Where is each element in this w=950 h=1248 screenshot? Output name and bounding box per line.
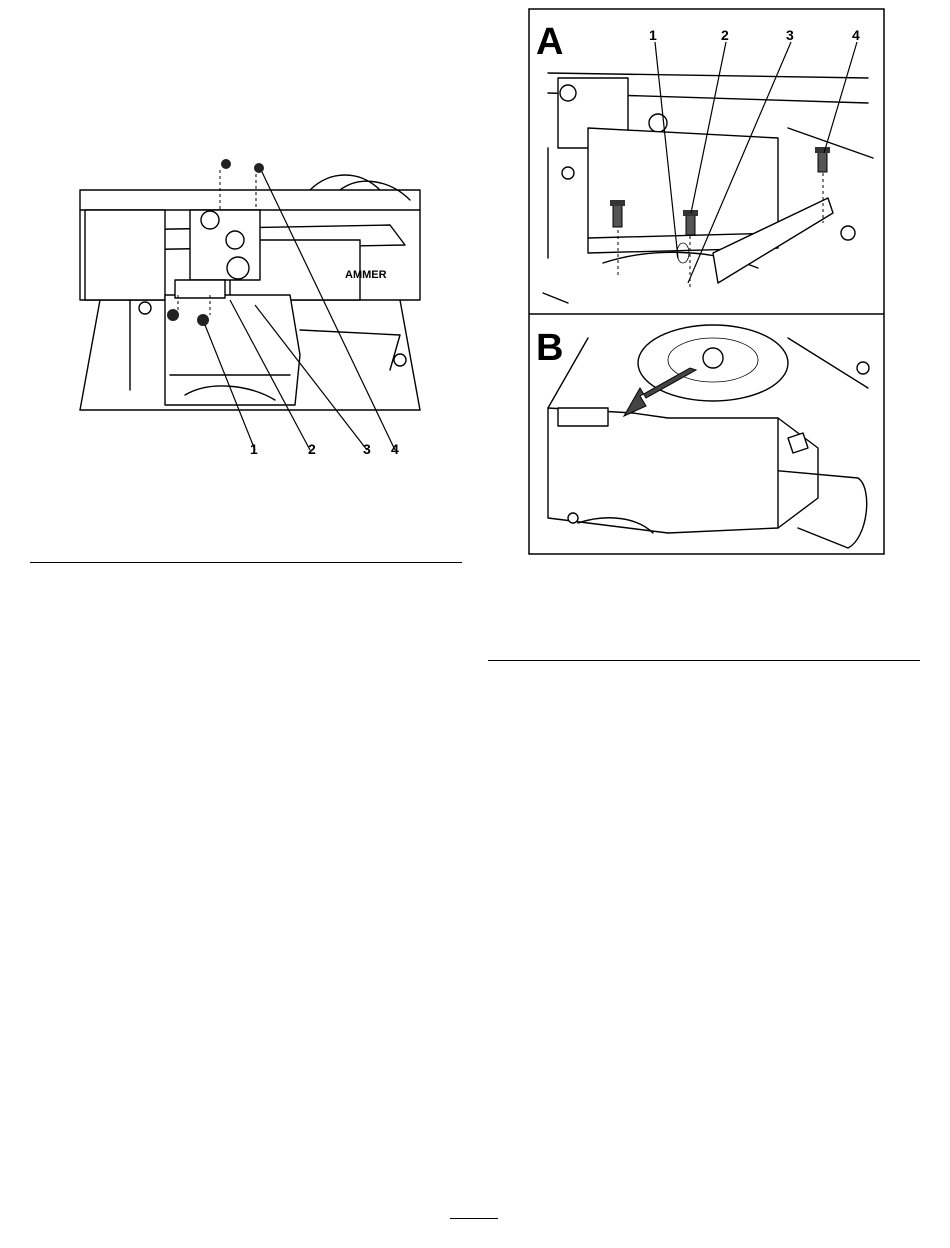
left-deck-drawing bbox=[80, 159, 420, 410]
panel-a-letter: A bbox=[536, 21, 564, 63]
left-callout-4: 4 bbox=[391, 441, 399, 457]
panel-a-callout-4: 4 bbox=[852, 27, 860, 43]
left-partial-label: AMMER bbox=[345, 269, 387, 281]
left-callout-3: 3 bbox=[363, 441, 371, 457]
right-section-rule bbox=[488, 660, 920, 661]
left-section-rule bbox=[30, 562, 462, 563]
panel-a-callout-2: 2 bbox=[721, 27, 729, 43]
left-callout-2: 2 bbox=[308, 441, 316, 457]
panel-a-callout-1: 1 bbox=[649, 27, 657, 43]
left-figure bbox=[60, 150, 440, 460]
page-number-rule bbox=[450, 1218, 498, 1219]
panel-a-callout-3: 3 bbox=[786, 27, 794, 43]
right-figure bbox=[528, 8, 886, 556]
left-callout-1: 1 bbox=[250, 441, 258, 457]
panel-b-letter: B bbox=[536, 327, 564, 369]
